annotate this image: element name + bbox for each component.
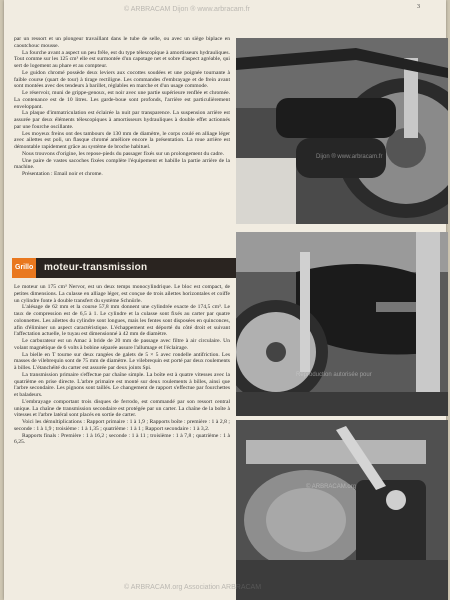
paragraph: Les moyeux freins ont des tambours de 130 mm de diamètre, le corps coulé en alliage léger avec ailettes est poli, un flasque chromé améliore encore la présentation. La roue arrière est démontable rapidement grâce au système de broche habituel. [14,130,230,150]
paragraph: Rapports finals : Première : 1 à 16,2 ; seconde : 1 à 11 ; troisième : 1 à 7,8 ; quatrième : 1 à 6,25. [14,432,230,446]
magazine-page [4,0,446,600]
section-title: moteur-transmission [44,262,148,273]
paragraph: Nous trouvons d'origine, les repose-pieds du passager fixés sur un prolongement du cadre. [22,150,225,157]
section-tab [12,258,36,278]
paragraph: Le moteur un 175 cm³ Nervor, est un deux temps monocylindrique. Le bloc est compact, de petites dimensions. La culasse en alliage léger, est conçue de trois ailettes horizontales et coiffe un cylindre fonte à double transfert du système Schnürle. [14,284,230,304]
watermark-bottom: © ARBRACAM.org Association ARBRACAM [124,584,262,591]
text-column-bottom [14,284,230,446]
paragraph: La transmission primaire s'effectue par chaîne simple. La boîte est à quatre vitesses avec la quatrième en prise directe. L'arbre primaire est monté sur deux roulements à billes, ainsi que l'arbre secondaire. Les pignons sont taillés. Le changement de rapport s'effectue par fourchettes et baladeurs. [14,371,230,398]
paragraph: L'alésage de 62 mm et la course 57,8 mm donnent une cylindrée exacte de 174,5 cm³. Le taux de compression est de 6,5 à 1. Le cylindre et la culasse sont fixés au carter par quatre colonnettes. Les ailettes du cylindre sont longues, mais les fentes sont disposées en quinconces, afin d'éliminer un aspect caractéristique. L'échappement est déporté du côté droit et suivant l'affectation actuelle, le tuyau est dimensionné à 42 mm de diamètre. [14,304,230,338]
paragraph: par un ressort et un plongeur travaillant dans le tube de selle, ou avec un siège biplace en caoutchouc mousse. [14,36,230,49]
watermark-top: © ARBRACAM Dijon ® www.arbracam.fr [124,6,250,13]
paragraph: Le carburateur est un Amac à bride de 20 mm de passage avec filtre à air circulaire. Un volant magnétique de 6 volts à bobine séparée assure l'allumage et l'éclairage. [14,338,230,351]
section-tab-label: Grillo [15,264,34,271]
motorcycle-photo-engine-side [236,232,448,416]
paragraph: L'embrayage comportant trois disques de ferrodo, est commandé par son ressort central unique. La chaîne de transmission secondaire est protégée par un carter. La chaîne de la boîte à vitesses et l'arbre latéral sont placés en sortie de carter. [14,398,230,419]
photo-watermark: Dijon ® www.arbracam.fr [316,154,383,160]
photo-watermark: © ARBRACAM.org [306,484,357,490]
section-title-band [36,258,236,278]
paragraph: Voici les démultiplications : Rapport primaire : 1 à 1,9 ; Rapports boîte : première : 1 à 2,8 ; seconde : 1 à 1,9 ; troisième : 1 à 1,35 ; quatrième : 1 à 1 ; Rapport secondaire : 1 à 3,2. [14,419,230,432]
paragraph: Le réservoir, muni de grippe-genoux, est noir avec une partie supérieure renflée et chromée. La contenance est de 10 litres. Les garde-boue sont profonds, l'arrière est particulièrement enveloppant. [14,90,230,110]
paragraph: La bielle en T tourne sur deux rangées de galets de 5 × 5 avec rondelle antifriction. Les masses de vilebrequin sont de 75 mm de diamètre. Le vilebrequin est porté par deux roulements à billes. L'étanchéité du carter est assurée par deux joints Spi. [14,351,230,371]
photo-watermark: Reproduction autorisée pour [296,372,372,378]
page-number: 3 [417,4,420,10]
paragraph: Le guidon chromé possède deux leviers aux cocottes soudées et une poignée tournante à faible course (quart de tour) à tirage rectiligne. Les commandes d'embrayage et de frein avant sont montées avec des tendeurs à barillet, réglables en marche et d'un usage commode. [14,69,230,90]
paragraph: Présentation : Email noir et chrome. [22,171,103,177]
motorcycle-photo-engine-closeup [236,420,448,600]
text-column-top [14,36,230,178]
section-heading [12,258,236,278]
paragraph: La plaque d'immatriculation est éclairée la nuit par transparence. La suspension arrière est assurée par deux éléments télescopiques à amortisseurs hydrauliques à double effet actionnés par une fourche oscillante. [14,110,230,130]
paragraph: La fourche avant a aspect un peu frêle, est du type télescopique à amortisseurs hydrauliques. Tout comme sur les 125 cm³ elle est surmontée d'un capotage net et sobre d'aspect agréable, qui sert de logement au phare et au compteur. [14,49,230,69]
motorcycle-photo-rear-suspension [236,38,448,224]
paragraph: Une paire de vastes sacoches fixées complète l'équipement et habille la partie arrière de la machine. [14,157,230,171]
